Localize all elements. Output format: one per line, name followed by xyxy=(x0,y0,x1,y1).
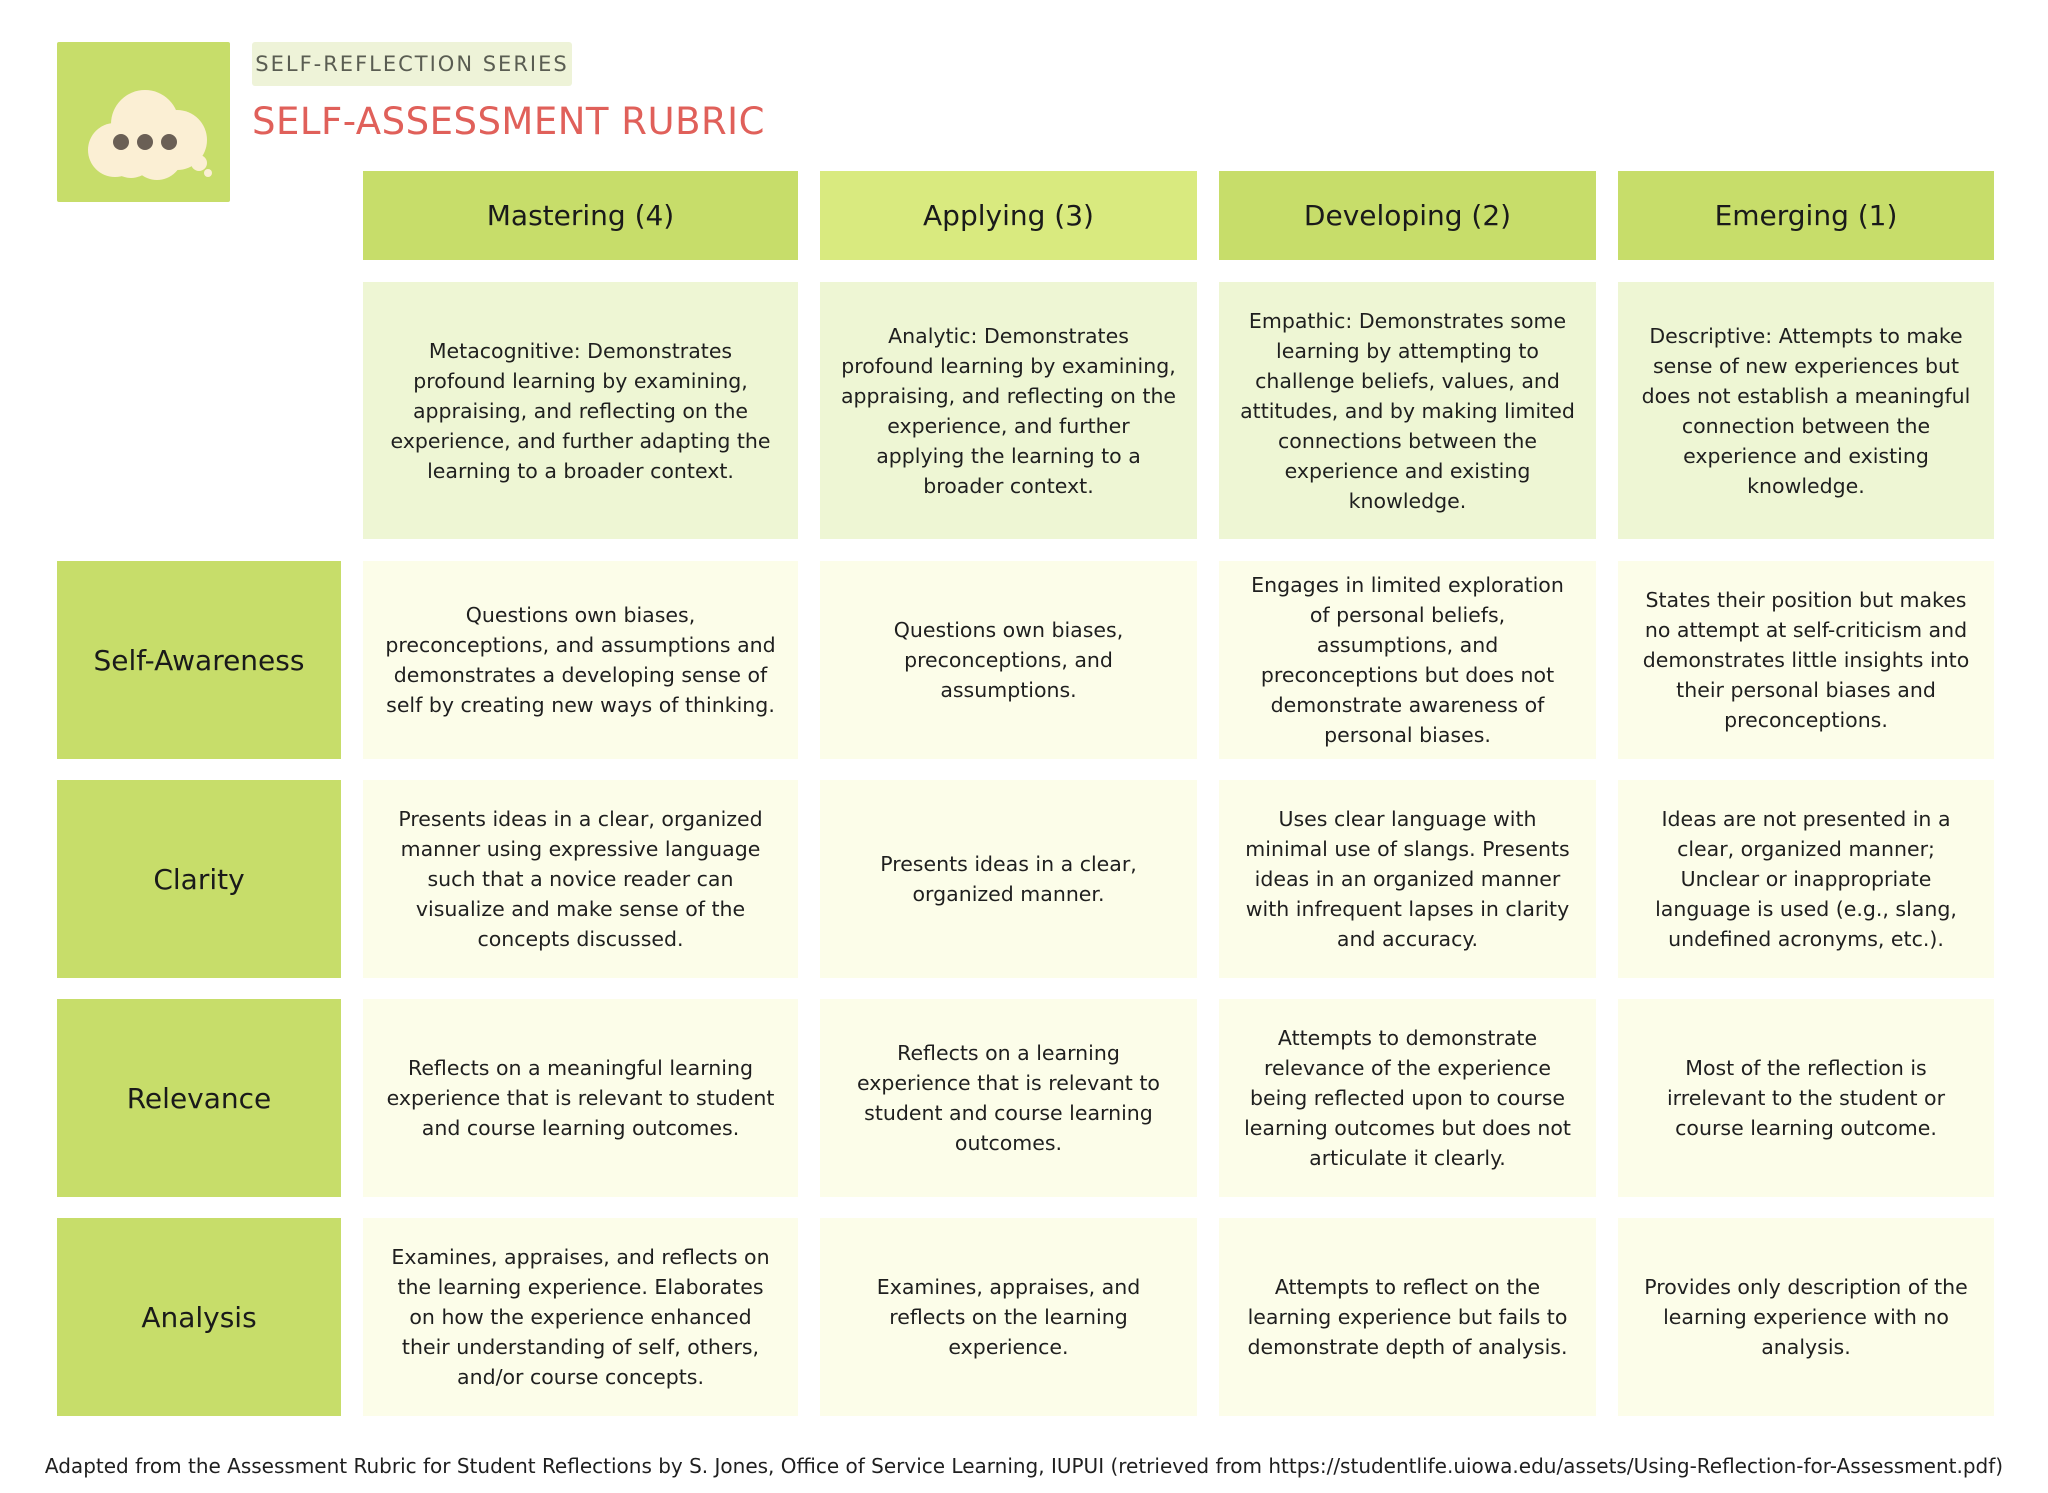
row-label-analysis: Analysis xyxy=(57,1218,341,1416)
rubric-cell: Presents ideas in a clear, organized manner. xyxy=(820,780,1197,978)
rubric-cell: Provides only description of the learning experience with no analysis. xyxy=(1618,1218,1994,1416)
level-description-applying: Analytic: Demonstrates profound learning by examining, appraising, and reflecting on the experience, and further applying the learning to a broader context. xyxy=(820,282,1197,539)
rubric-cell: Attempts to reflect on the learning experience but fails to demonstrate depth of analysis. xyxy=(1219,1218,1596,1416)
column-header-developing: Developing (2) xyxy=(1219,171,1596,260)
rubric-cell: Uses clear language with minimal use of slangs. Presents ideas in an organized manner with infrequent lapses in clarity and accuracy. xyxy=(1219,780,1596,978)
column-header-mastering: Mastering (4) xyxy=(363,171,798,260)
rubric-cell: States their position but makes no attempt at self-criticism and demonstrates little insights into their personal biases and preconceptions. xyxy=(1618,561,1994,759)
rubric-cell: Examines, appraises, and reflects on the learning experience. xyxy=(820,1218,1197,1416)
rubric-cell: Reflects on a meaningful learning experience that is relevant to student and course learning outcomes. xyxy=(363,999,798,1197)
rubric-cell: Ideas are not presented in a clear, organized manner; Unclear or inappropriate language is used (e.g., slang, undefined acronyms, etc.). xyxy=(1618,780,1994,978)
rubric-cell: Most of the reflection is irrelevant to the student or course learning outcome. xyxy=(1618,999,1994,1197)
source-footnote: Adapted from the Assessment Rubric for Student Reflections by S. Jones, Office of Service Learning, IUPUI (retrieved from https://studentlife.uiowa.edu/assets/Using-Reflection-for-Assessment.pdf) xyxy=(44,1454,2004,1478)
rubric-cell: Questions own biases, preconceptions, and assumptions and demonstrates a developing sense of self by creating new ways of thinking. xyxy=(363,561,798,759)
rubric-cell: Attempts to demonstrate relevance of the experience being reflected upon to course learning outcomes but does not articulate it clearly. xyxy=(1219,999,1596,1197)
row-label-relevance: Relevance xyxy=(57,999,341,1197)
rubric-cell: Presents ideas in a clear, organized manner using expressive language such that a novice reader can visualize and make sense of the concepts discussed. xyxy=(363,780,798,978)
row-label-self-awareness: Self-Awareness xyxy=(57,561,341,759)
level-description-mastering: Metacognitive: Demonstrates profound learning by examining, appraising, and reflecting on the experience, and further adapting the learning to a broader context. xyxy=(363,282,798,539)
rubric-cell: Examines, appraises, and reflects on the learning experience. Elaborates on how the experience enhanced their understanding of self, others, and/or course concepts. xyxy=(363,1218,798,1416)
thought-bubble-icon xyxy=(57,42,230,202)
rubric-cell: Engages in limited exploration of personal beliefs, assumptions, and preconceptions but does not demonstrate awareness of personal biases. xyxy=(1219,561,1596,759)
column-header-emerging: Emerging (1) xyxy=(1618,171,1994,260)
level-description-developing: Empathic: Demonstrates some learning by attempting to challenge beliefs, values, and attitudes, and by making limited connections between the experience and existing knowledge. xyxy=(1219,282,1596,539)
row-label-clarity: Clarity xyxy=(57,780,341,978)
column-header-applying: Applying (3) xyxy=(820,171,1197,260)
rubric-cell: Questions own biases, preconceptions, and assumptions. xyxy=(820,561,1197,759)
series-tag: SELF-REFLECTION SERIES xyxy=(252,42,572,86)
page-title: SELF-ASSESSMENT RUBRIC xyxy=(252,100,765,143)
level-description-emerging: Descriptive: Attempts to make sense of new experiences but does not establish a meaningful connection between the experience and existing knowledge. xyxy=(1618,282,1994,539)
rubric-cell: Reflects on a learning experience that is relevant to student and course learning outcomes. xyxy=(820,999,1197,1197)
